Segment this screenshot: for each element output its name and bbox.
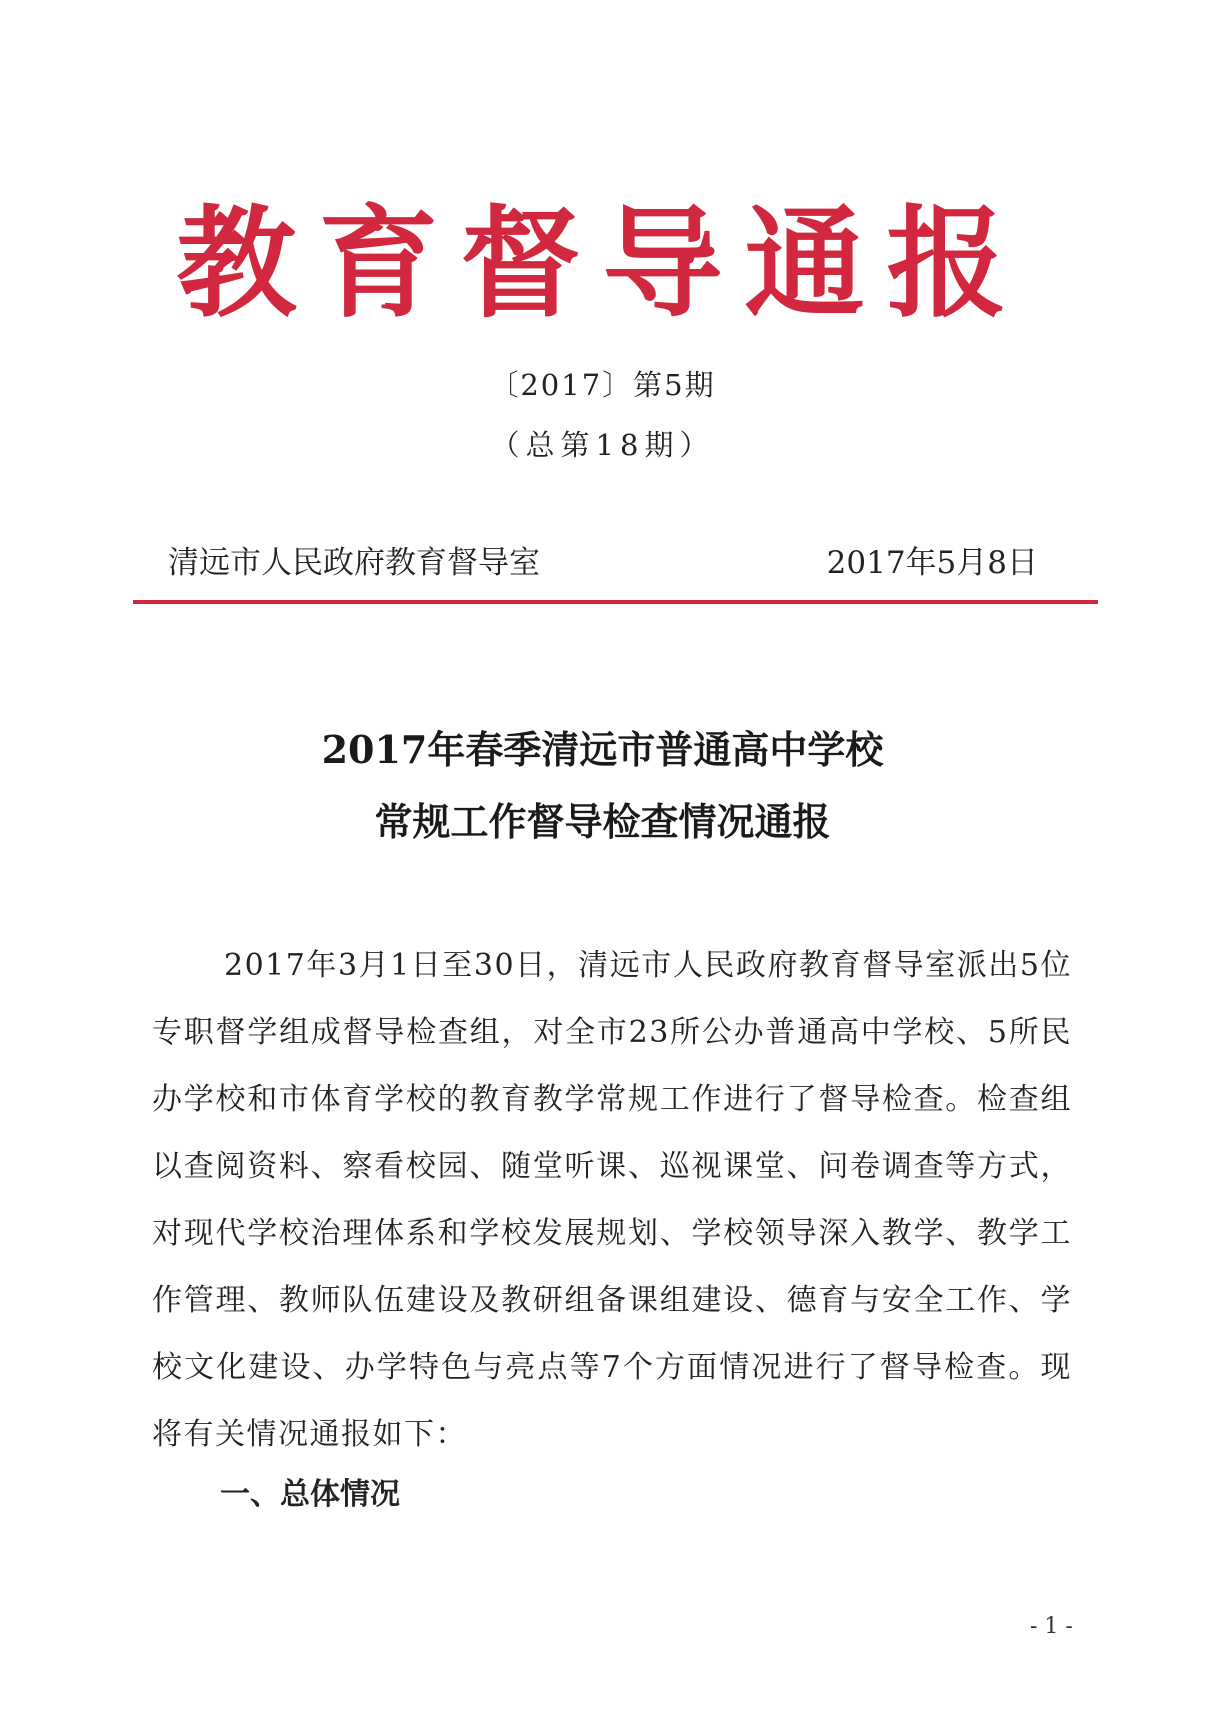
masthead-title: 教育督导通报	[176, 195, 1029, 334]
issue-date: 2017年5月8日	[826, 545, 1038, 581]
issuing-organization: 清远市人民政府教育督导室	[168, 545, 540, 581]
issuer-row	[168, 540, 1038, 586]
red-divider-line	[133, 600, 1098, 604]
section-heading: 一、总体情况	[220, 1477, 400, 1512]
page-number: - 1 -	[1030, 1614, 1073, 1639]
issue-number: 〔2017〕第5期	[489, 368, 716, 402]
body-paragraph: 2017年3月1日至30日，清远市人民政府教育督导室派出5位专职督学组成督导检查组，对全市23所公办普通高中学校、5所民办学校和市体育学校的教育教学常规工作进行了督导检查。检查组以查阅资料、察看校园、随堂听课、巡视课堂、问卷调查等方式，对现代学校治理体系和学校发展规划、学校领导深入教学、教学工作管理、教师队伍建设及教研组备课组建设、德育与安全工作、学校文化建设、办学特色与亮点等7个方面情况进行了督导检查。现将有关情况通报如下：	[152, 948, 1072, 1452]
issue-total: （总第18期）	[490, 428, 715, 462]
document-title-line-2: 常规工作督导检查情况通报	[374, 799, 831, 844]
document-title-line-1: 2017年春季清远市普通高中学校	[321, 727, 884, 772]
